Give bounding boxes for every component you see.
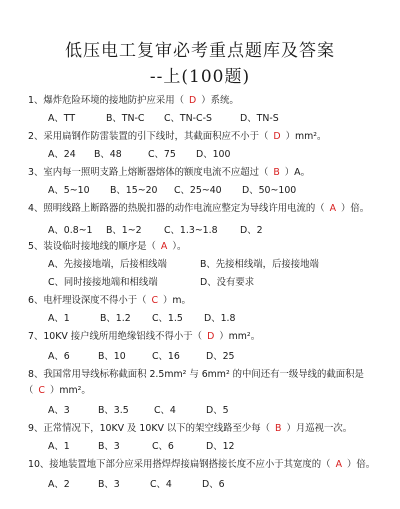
question-10 [28,458,386,472]
option-a: A、1 [48,441,70,452]
question-text: 8、我国常用导线标称截面积 2.5mm² 与 6mm² 的中间还有一级导线的截面积是 [28,369,364,380]
page-title: 低压电工复审必考重点题库及答案 [65,41,335,61]
options-5a [48,258,319,272]
option-d: D、2 [240,225,263,236]
question-text-end: ）倍。 [346,459,376,470]
option-c: C、6 [152,441,174,452]
question-text-end: ）A。 [284,167,310,178]
question-text-end: ）。 [172,241,187,252]
question-8-cont [24,384,386,398]
option-d: D、1.8 [204,313,236,324]
question-7 [28,330,386,344]
options-3 [48,184,296,198]
option-b: B、10 [98,351,126,362]
option-a: A、1 [48,313,70,324]
question-9 [28,422,386,436]
options-9 [48,440,235,454]
question-text-end: ）月巡视一次。 [286,423,353,434]
question-text: 9、正常情况下，10KV 及 10KV 以下的架空线路至少每（ [28,423,271,434]
question-3 [28,166,386,180]
question-text-end: ）mm²。 [49,385,91,396]
option-d: D、6 [202,479,225,490]
options-10 [48,478,225,492]
option-a: A、24 [48,149,76,160]
options-7 [48,350,235,364]
option-b: B、先接相线端，后接接地端 [200,259,319,270]
question-text: 7、10KV 接户线所用绝缘铝线不得小于（ [28,331,203,342]
option-d: D、TN-S [240,113,279,124]
option-a: A、3 [48,405,70,416]
option-b: B、15~20 [110,185,158,196]
option-a: A、TT [48,113,76,124]
options-5b [48,276,254,290]
options-2 [48,148,231,162]
answer: C [38,385,45,396]
option-d: D、25 [206,351,235,362]
answer: A [160,241,168,252]
option-c: C、75 [148,149,176,160]
question-4 [28,202,386,216]
answer: D [188,95,197,106]
option-b: B、1~2 [106,225,142,236]
option-b: B、3 [98,479,120,490]
question-text: 5、装设临时接地线的顺序是（ [28,241,156,252]
option-b: B、48 [94,149,122,160]
answer: A [329,203,337,214]
question-text: 2、采用扁钢作防雷装置的引下线时，其截面积应不小于（ [28,131,269,142]
question-text: 6、电杆埋设深度不得小于（ [28,295,147,306]
option-b: B、1.2 [100,313,131,324]
options-1 [48,112,279,126]
option-a: A、6 [48,351,70,362]
options-6 [48,312,236,326]
option-c: C、1.5 [152,313,183,324]
question-6 [28,294,386,308]
question-1 [28,94,386,108]
option-c: C、4 [150,479,172,490]
question-8 [28,368,386,382]
option-d: D、100 [196,149,231,160]
option-d: D、没有要求 [200,277,255,288]
answer: B [275,423,282,434]
page-subtitle: --上(100题) [149,67,251,87]
option-b: B、3.5 [98,405,129,416]
option-c: C、25~40 [174,185,222,196]
answer: D [273,131,281,142]
question-text-end: ）m。 [163,295,191,306]
option-d: D、50~100 [242,185,297,196]
question-text-end: ）mm²。 [219,331,261,342]
option-a: A、先接接地端，后接相线端 [48,259,167,270]
option-c: C、1.3~1.8 [164,225,218,236]
question-text: 3、室内每一照明支路上熔断器熔体的额度电流不应超过（ [28,167,269,178]
question-text: 4、照明线路上断路器的热脱扣器的动作电流应整定为导线许用电流的（ [28,203,325,214]
option-b: B、3 [98,441,120,452]
question-text-end: ）mm²。 [285,131,327,142]
options-8 [48,404,229,418]
question-text-end: ）系统。 [201,95,239,106]
option-a: A、5~10 [48,185,90,196]
option-c: C、4 [154,405,176,416]
answer: C [151,295,159,306]
question-5 [28,240,386,254]
option-c: C、16 [152,351,180,362]
option-d: D、5 [206,405,229,416]
answer: B [273,167,280,178]
option-a: A、0.8~1 [48,225,93,236]
question-text-end: ）倍。 [341,203,370,214]
option-c: C、TN-C-S [164,113,212,124]
question-text: 10、接地装置地下部分应采用搭焊焊接扁钢搭接长度不应小于其宽度的（ [28,459,331,470]
question-text: （ [24,385,34,396]
answer: D [207,331,215,342]
question-text: 1、爆炸危险环境的接地防护应采用（ [28,95,184,106]
question-2 [28,130,386,144]
option-d: D、12 [206,441,235,452]
option-b: B、TN-C [106,113,145,124]
answer: A [335,459,342,470]
options-4 [48,224,263,238]
option-a: A、2 [48,479,70,490]
option-c: C、同时接接地端和相线端 [48,277,158,288]
